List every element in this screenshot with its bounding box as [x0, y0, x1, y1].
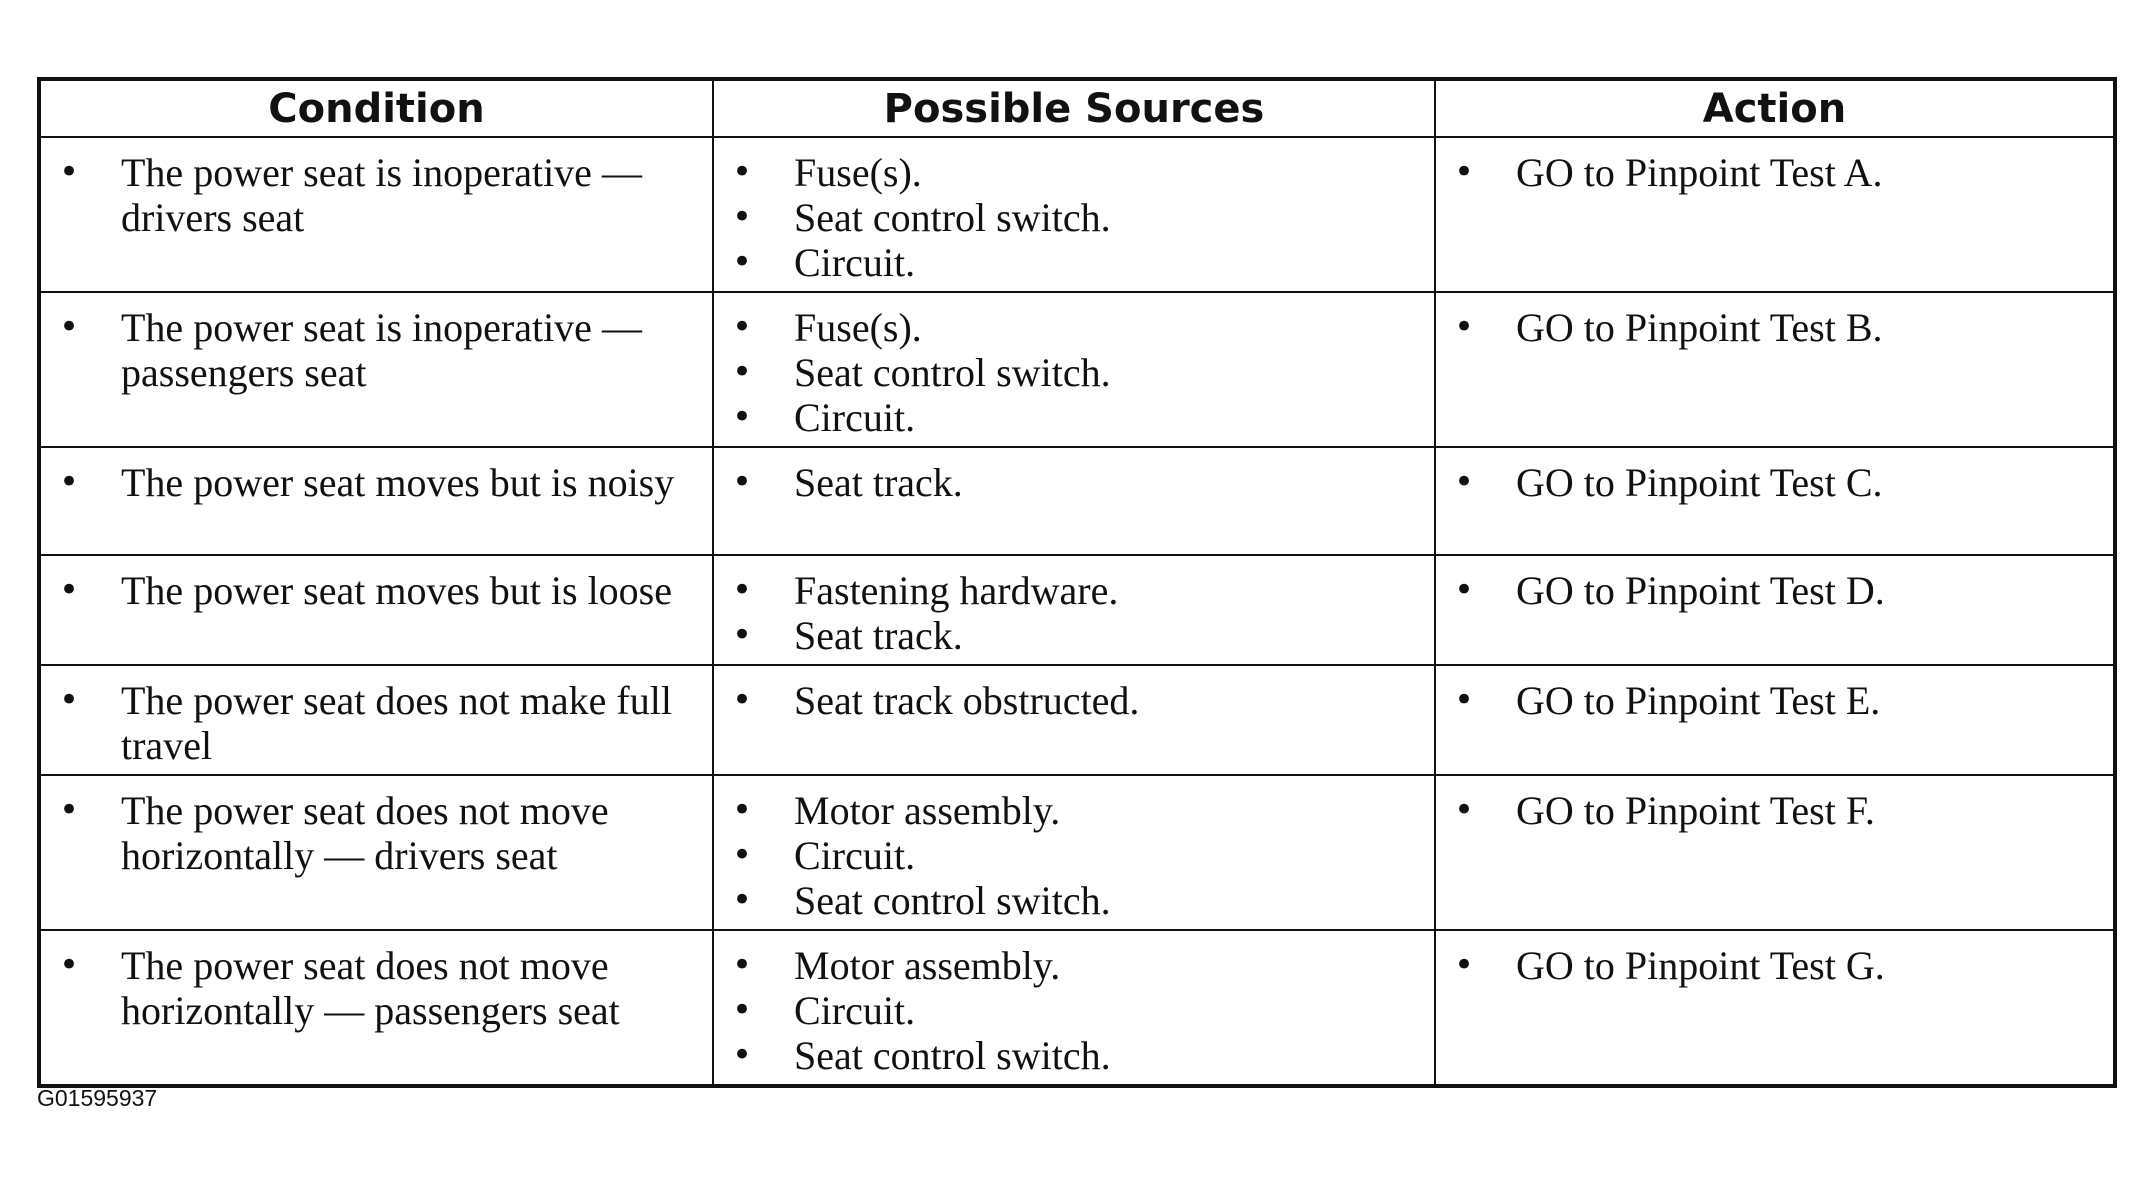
- sources-cell: [713, 137, 1435, 292]
- action-text: • GO to Pinpoint Test G.: [1436, 943, 2093, 988]
- sources-cell: [713, 775, 1435, 930]
- action-cell: [1435, 292, 2115, 447]
- source-item: • Motor assembly.: [714, 943, 1414, 988]
- condition-text: • The power seat moves but is noisy: [41, 460, 692, 505]
- action-cell: [1435, 447, 2115, 555]
- source-item: • Seat track.: [714, 460, 1414, 505]
- table-header-row: [39, 79, 2115, 137]
- source-item: • Fastening hardware.: [714, 568, 1414, 613]
- figure-id-caption: G01595937: [37, 1085, 158, 1111]
- condition-cell: [39, 665, 713, 775]
- table-row: [39, 137, 2115, 292]
- action-text: • GO to Pinpoint Test C.: [1436, 460, 2093, 505]
- table-row: [39, 447, 2115, 555]
- header-condition: Condition: [39, 79, 713, 137]
- source-item: • Seat track obstructed.: [714, 678, 1414, 723]
- action-cell: [1435, 775, 2115, 930]
- condition-cell: [39, 137, 713, 292]
- diagnosis-table: [37, 77, 2117, 1088]
- condition-text: • The power seat does not move horizontally — passengers seat: [41, 943, 692, 1033]
- sources-cell: [713, 930, 1435, 1086]
- source-item: • Circuit.: [714, 988, 1414, 1033]
- condition-text: • The power seat does not move horizontally — drivers seat: [41, 788, 692, 878]
- condition-text: • The power seat is inoperative — drivers seat: [41, 150, 692, 240]
- action-cell: [1435, 137, 2115, 292]
- condition-cell: [39, 775, 713, 930]
- table-row: [39, 292, 2115, 447]
- source-item: • Seat control switch.: [714, 350, 1414, 395]
- condition-text: • The power seat is inoperative — passengers seat: [41, 305, 692, 395]
- action-cell: [1435, 555, 2115, 665]
- source-item: • Circuit.: [714, 240, 1414, 285]
- source-item: • Seat control switch.: [714, 195, 1414, 240]
- condition-cell: [39, 292, 713, 447]
- action-text: • GO to Pinpoint Test A.: [1436, 150, 2093, 195]
- action-cell: [1435, 930, 2115, 1086]
- source-item: • Circuit.: [714, 395, 1414, 440]
- source-item: • Motor assembly.: [714, 788, 1414, 833]
- sources-cell: [713, 292, 1435, 447]
- source-item: • Seat control switch.: [714, 878, 1414, 923]
- sources-cell: [713, 665, 1435, 775]
- action-text: • GO to Pinpoint Test E.: [1436, 678, 2093, 723]
- source-item: • Fuse(s).: [714, 150, 1414, 195]
- table-row: [39, 775, 2115, 930]
- action-text: • GO to Pinpoint Test B.: [1436, 305, 2093, 350]
- source-item: • Seat track.: [714, 613, 1414, 658]
- action-text: • GO to Pinpoint Test F.: [1436, 788, 2093, 833]
- action-text: • GO to Pinpoint Test D.: [1436, 568, 2093, 613]
- table-row: [39, 930, 2115, 1086]
- header-possible-sources: Possible Sources: [713, 79, 1435, 137]
- table-row: [39, 665, 2115, 775]
- table-row: [39, 555, 2115, 665]
- action-cell: [1435, 665, 2115, 775]
- condition-text: • The power seat moves but is loose: [41, 568, 692, 613]
- source-item: • Circuit.: [714, 833, 1414, 878]
- condition-cell: [39, 555, 713, 665]
- condition-cell: [39, 447, 713, 555]
- condition-cell: [39, 930, 713, 1086]
- sources-cell: [713, 555, 1435, 665]
- condition-text: • The power seat does not make full travel: [41, 678, 692, 768]
- header-action: Action: [1435, 79, 2115, 137]
- source-item: • Fuse(s).: [714, 305, 1414, 350]
- source-item: • Seat control switch.: [714, 1033, 1414, 1078]
- sources-cell: [713, 447, 1435, 555]
